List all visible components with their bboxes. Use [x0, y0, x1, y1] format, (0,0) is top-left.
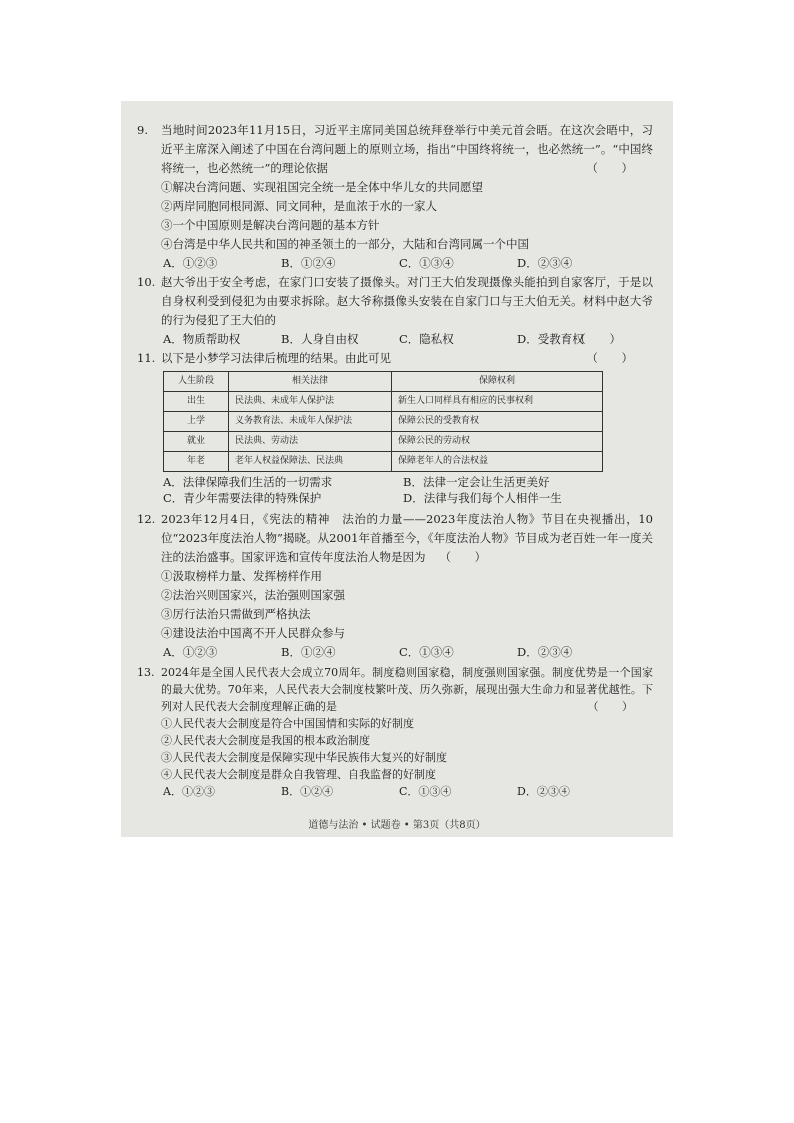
option-d[interactable]: D．②③④	[517, 645, 573, 659]
answer-bracket: （ ）	[586, 351, 643, 365]
option-c[interactable]: C．①③④	[399, 256, 454, 270]
table-cell: 义务教育法、未成年人保护法	[229, 412, 392, 432]
answer-options	[161, 254, 653, 273]
question-number: 12.	[137, 512, 156, 526]
question-number: 9.	[137, 123, 148, 137]
table-cell: 上学	[164, 412, 229, 432]
option-c[interactable]: C．隐私权	[399, 332, 454, 346]
option-a[interactable]: A．①②③	[163, 645, 218, 659]
option-b[interactable]: B．法律一定会让生活更美好	[403, 475, 550, 489]
option-b[interactable]: B．人身自由权	[281, 332, 359, 346]
statement-item: ④建设法治中国离不开人民群众参与	[161, 626, 345, 640]
table-cell: 保障公民的受教育权	[392, 412, 603, 432]
option-b[interactable]: B．①②④	[281, 785, 334, 798]
statement-item: ①解决台湾问题、实现祖国完全统一是全体中华儿女的共同愿望	[161, 180, 483, 194]
table-header-row	[164, 372, 603, 392]
question-number: 11.	[137, 351, 156, 365]
table-cell: 保障老年人的合法权益	[392, 452, 603, 472]
question-stem: 赵大爷出于安全考虑，在家门口安装了摄像头。对门王大伯发现摄像头能拍到自家客厅，于是以自身权利受到侵犯为由要求拆除。赵大爷称摄像头安装在自家门口与王大伯无关。材料中赵大爷的行为侵犯了王大伯的	[161, 275, 653, 327]
answer-options	[161, 474, 653, 506]
question-11	[137, 349, 653, 506]
question-13	[137, 664, 653, 800]
option-a[interactable]: A．①②③	[163, 785, 215, 798]
option-c[interactable]: C．青少年需要法律的特殊保护	[163, 491, 322, 505]
statement-item: ①人民代表大会制度是符合中国国情和实际的好制度	[161, 717, 414, 730]
question-number: 10.	[137, 275, 156, 289]
answer-options	[161, 783, 653, 800]
answer-bracket: （ ）	[586, 161, 643, 175]
statement-item: ③人民代表大会制度是保障实现中华民族伟大复兴的好制度	[161, 751, 447, 764]
column-header: 人生阶段	[164, 372, 229, 392]
exam-page	[121, 101, 673, 837]
column-header: 相关法律	[229, 372, 392, 392]
table-cell: 新生人口同样具有相应的民事权利	[392, 392, 603, 412]
statement-item: ③一个中国原则是解决台湾问题的基本方针	[161, 218, 380, 232]
table-cell: 年老	[164, 452, 229, 472]
option-d[interactable]: D．受教育权	[517, 332, 584, 346]
answer-options	[161, 330, 653, 349]
table-row	[164, 412, 603, 432]
table-cell: 民法典、未成年人保护法	[229, 392, 392, 412]
option-a[interactable]: A．法律保障我们生活的一切需求	[163, 475, 333, 489]
statement-item: ④台湾是中华人民共和国的神圣领土的一部分，大陆和台湾同属一个中国	[161, 237, 529, 251]
statement-item: ①汲取榜样力量、发挥榜样作用	[161, 569, 322, 583]
table-cell: 民法典、劳动法	[229, 432, 392, 452]
question-stem: 以下是小梦学习法律后梳理的结果。由此可见 （ ）	[161, 349, 653, 368]
option-b[interactable]: B．①②④	[281, 256, 336, 270]
statement-item: ②法治兴则国家兴，法治强则国家强	[161, 588, 345, 602]
option-d[interactable]: D．②③④	[517, 256, 573, 270]
statement-item: ②人民代表大会制度是我国的根本政治制度	[161, 734, 370, 747]
page-footer: 道德与法治 • 试题卷 • 第3页（共8页）	[308, 820, 486, 831]
option-d[interactable]: D．法律与我们每个人相伴一生	[403, 491, 562, 505]
answer-bracket: （ ）	[587, 700, 643, 713]
question-stem: 当地时间2023年11月15日，习近平主席同美国总统拜登举行中美元首会晤。在这次会晤中，习近平主席深入阐述了中国在台湾问题上的原则立场，指出“中国终将统一，也必然统一”。“中国终将统一，也必然统一”的理论依据 （ ）	[161, 121, 653, 178]
table-cell: 保障公民的劳动权	[392, 432, 603, 452]
table-cell: 出生	[164, 392, 229, 412]
statement-item: ③厉行法治只需做到严格执法	[161, 607, 311, 621]
option-c[interactable]: C．①③④	[399, 645, 454, 659]
table-cell: 老年人权益保障法、民法典	[229, 452, 392, 472]
column-header: 保障权利	[392, 372, 603, 392]
option-a[interactable]: A．物质帮助权	[163, 332, 241, 346]
question-12	[137, 510, 653, 662]
table-cell: 就业	[164, 432, 229, 452]
answer-bracket: （ ）	[439, 550, 497, 564]
answer-options	[161, 643, 653, 662]
question-number: 13.	[137, 666, 155, 679]
answer-bracket: （ ）	[574, 332, 631, 346]
option-d[interactable]: D．②③④	[517, 785, 570, 798]
option-b[interactable]: B．①②④	[281, 645, 336, 659]
table-row	[164, 432, 603, 452]
question-stem: 2023年12月4日，《宪法的精神 法治的力量——2023年度法治人物》节目在央视播出，10位“2023年度法治人物”揭晓。从2001年首播至今，《年度法治人物》节目成为老百姓一年一度关注的法治盛事。国家评选和宣传年度法治人物是因为 （ ）	[161, 510, 653, 567]
statement-item: ②两岸同胞同根同源、同文同种，是血浓于水的一家人	[161, 199, 437, 213]
statement-item: ④人民代表大会制度是群众自我管理、自我监督的好制度	[161, 768, 436, 781]
table-row	[164, 392, 603, 412]
option-a[interactable]: A．①②③	[163, 256, 218, 270]
question-9	[137, 121, 653, 273]
law-table	[163, 371, 603, 472]
question-10	[137, 273, 653, 349]
option-c[interactable]: C．①③④	[399, 785, 452, 798]
table-row	[164, 452, 603, 472]
question-stem: 2024年是全国人民代表大会成立70周年。制度稳则国家稳，制度强则国家强。制度优势是一个国家的最大优势。70年来，人民代表大会制度枝繁叶茂、历久弥新，展现出强大生命力和显著优越性。下列对人民代表大会制度理解正确的是 （ ）	[161, 666, 653, 713]
